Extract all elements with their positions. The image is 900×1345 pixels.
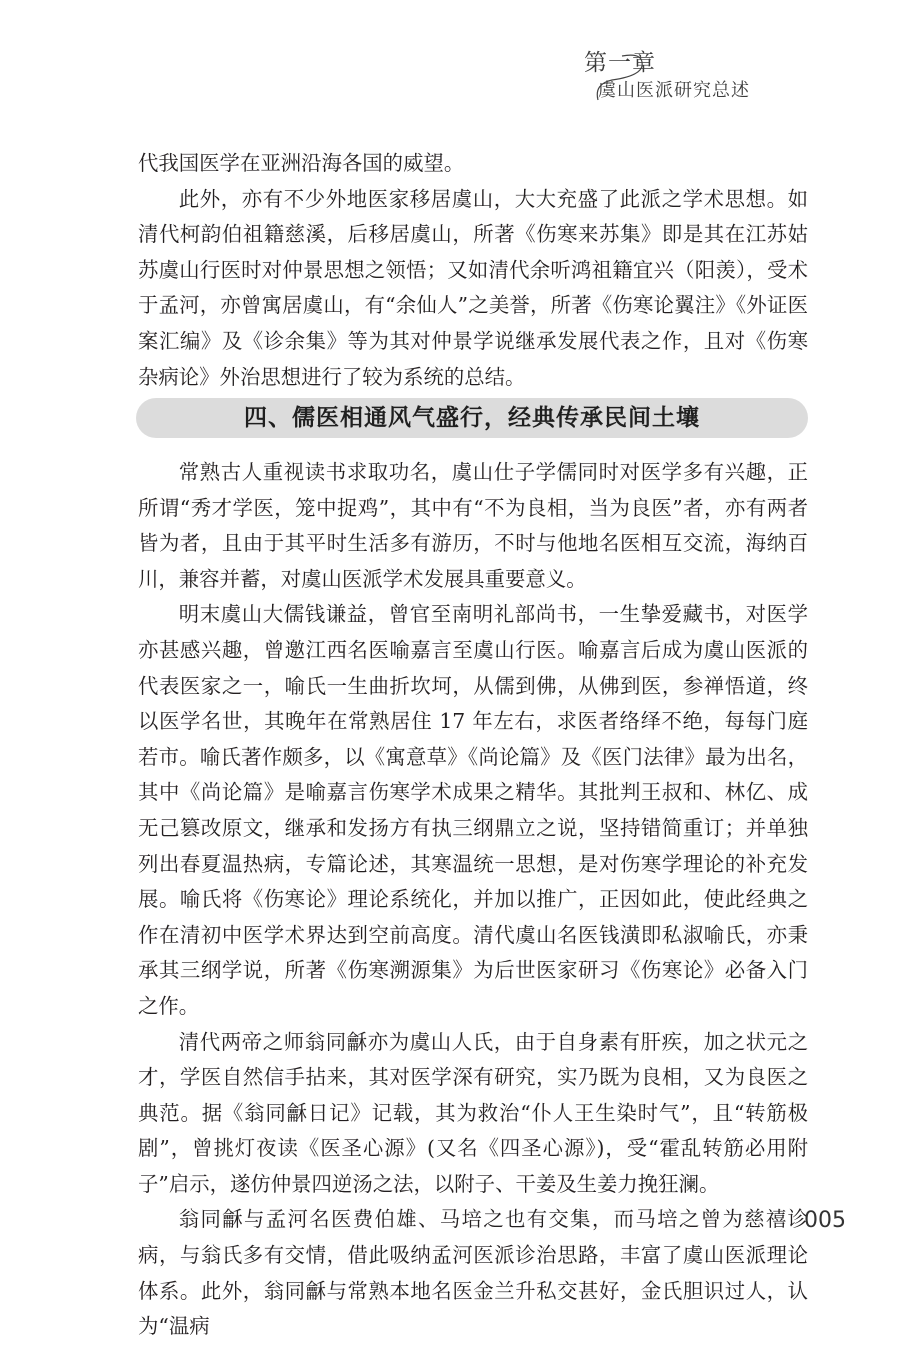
section-heading: 四、儒医相通风气盛行，经典传承民间土壤	[136, 398, 808, 438]
paragraph: 此外，亦有不少外地医家移居虞山，大大充盛了此派之学术思想。如清代柯韵伯祖籍慈溪，后移居虞山，所著《伤寒来苏集》即是其在江苏姑苏虞山行医时对仲景思想之领悟；又如清代余听鸿祖籍宜兴（阳羡），受术于孟河，亦曾寓居虞山，有“余仙人”之美誉，所著《伤寒论翼注》《外证医案汇编》及《诊余集》等为其对仲景学说继承发展代表之作，且对《伤寒杂病论》外治思想进行了较为系统的总结。	[138, 186, 808, 389]
running-title: 虞山医派研究总述	[598, 80, 750, 101]
paragraph: 翁同龢与孟河名医费伯雄、马培之也有交集，而马培之曾为慈禧诊病，与翁氏多有交情，借此吸纳孟河医派诊治思路，丰富了虞山医派理论体系。此外，翁同龢与常熟本地名医金兰升私交甚好，金氏胆识过人，认为“温病	[138, 1207, 808, 1339]
page-number: 005	[804, 1208, 846, 1233]
text-block-main	[138, 455, 808, 1345]
chapter-label: 第一章	[584, 50, 656, 76]
text-block-top	[138, 146, 808, 395]
running-head	[546, 40, 806, 110]
paragraph: 清代两帝之师翁同龢亦为虞山人氏，由于自身素有肝疾，加之状元之才，学医自然信手拈来，其对医学深有研究，实乃既为良相，又为良医之典范。据《翁同龢日记》记载，其为救治“仆人王生染时气”，且“转筋极剧”，曾挑灯夜读《医圣心源》(又名《四圣心源》)，受“霍乱转筋必用附子”启示，遂仿仲景四逆汤之法，以附子、干姜及生姜力挽狂澜。	[138, 1029, 808, 1196]
paragraph: 明末虞山大儒钱谦益，曾官至南明礼部尚书，一生挚爱藏书，对医学亦甚感兴趣，曾邀江西名医喻嘉言至虞山行医。喻嘉言后成为虞山医派的代表医家之一，喻氏一生曲折坎坷，从儒到佛，从佛到医，参禅悟道，终以医学名世，其晚年在常熟居住 17 年左右，求医者络绎不绝，每每门庭若市。喻氏著作颇多，以《寓意草》《尚论篇》及《医门法律》最为出名，其中《尚论篇》是喻嘉言伤寒学术成果之精华。其批判王叔和、林亿、成无己篡改原文，继承和发扬方有执三纲鼎立之说，坚持错简重订；并单独列出春夏温热病，专篇论述，其寒温统一思想，是对伤寒学理论的补充发展。喻氏将《伤寒论》理论系统化，并加以推广，正因如此，使此经典之作在清初中医学术界达到空前高度。清代虞山名医钱潢即私淑喻氏，亦秉承其三纲学说，所著《伤寒溯源集》为后世医家研习《伤寒论》必备入门之作。	[138, 602, 808, 1018]
paragraph: 常熟古人重视读书求取功名，虞山仕子学儒同时对医学多有兴趣，正所谓“秀才学医，笼中捉鸡”，其中有“不为良相，当为良医”者，亦有两者皆为者，且由于其平时生活多有游历，不时与他地名医相互交流，海纳百川，兼容并蓄，对虞山医派学术发展具重要意义。	[138, 460, 808, 591]
paragraph: 代我国医学在亚洲沿海各国的威望。	[138, 151, 465, 175]
